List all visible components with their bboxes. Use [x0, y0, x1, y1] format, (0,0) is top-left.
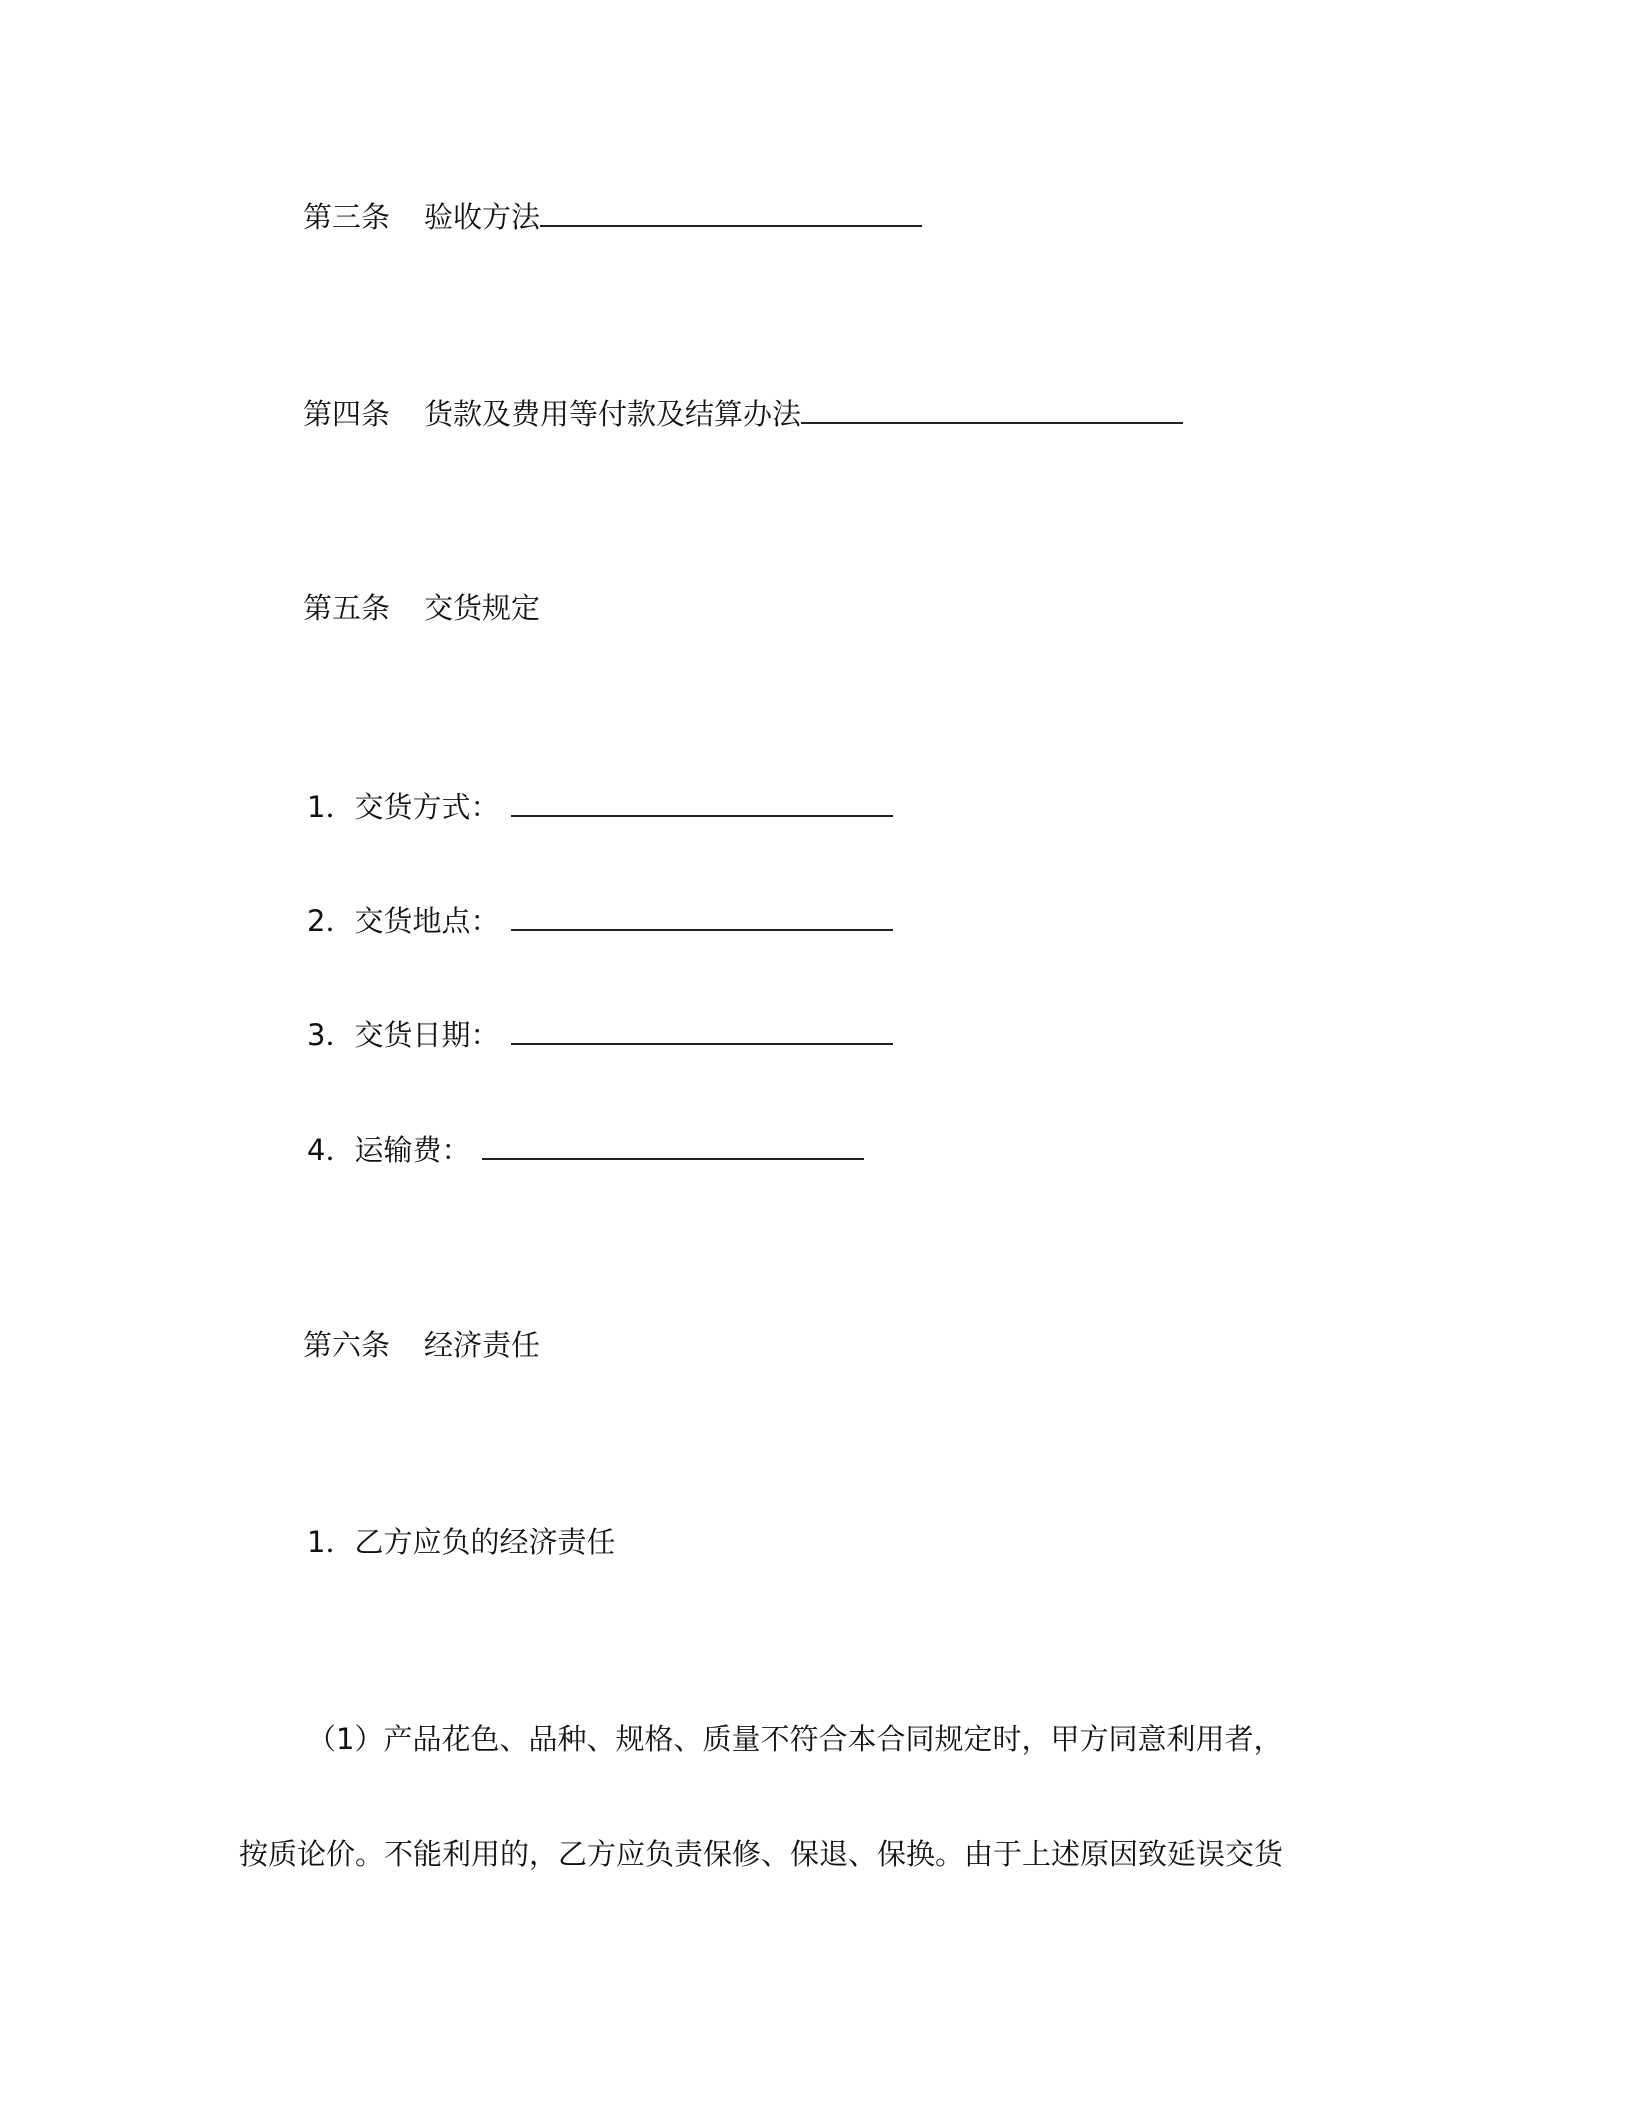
article-3-blank[interactable] — [540, 195, 922, 227]
article-3 — [303, 195, 922, 237]
article-5-number: 第五条 — [303, 591, 391, 625]
liability-paragraph-line-1: （1）产品花色、品种、规格、质量不符合本合同规定时，甲方同意利用者， — [307, 1722, 1283, 1756]
article-6-title: 经济责任 — [424, 1328, 541, 1362]
delivery-item-label: 3．交货日期： — [307, 1018, 500, 1052]
liability-paragraph-line-2: 按质论价。不能利用的，乙方应负责保修、保退、保换。由于上述原因致延误交货 — [239, 1837, 1284, 1871]
delivery-item-label: 2．交货地点： — [307, 904, 500, 938]
delivery-place-blank[interactable] — [511, 899, 893, 931]
article-4 — [303, 392, 1183, 434]
delivery-item-label: 4．运输费： — [307, 1133, 471, 1167]
article-3-number: 第三条 — [303, 200, 391, 234]
article-6-number: 第六条 — [303, 1328, 391, 1362]
liability-heading: 1．乙方应负的经济责任 — [307, 1525, 616, 1559]
delivery-item-label: 1．交货方式： — [307, 790, 500, 824]
delivery-item-date — [307, 1013, 893, 1055]
article-6 — [303, 1325, 540, 1365]
delivery-item-method — [307, 785, 893, 827]
article-3-title: 验收方法 — [424, 200, 541, 234]
delivery-item-place — [307, 899, 893, 941]
article-4-title: 货款及费用等付款及结算办法 — [424, 397, 802, 431]
article-4-number: 第四条 — [303, 397, 391, 431]
delivery-method-blank[interactable] — [511, 785, 893, 817]
delivery-date-blank[interactable] — [511, 1013, 893, 1045]
delivery-item-freight — [307, 1128, 864, 1170]
article-5 — [303, 588, 540, 628]
article-4-blank[interactable] — [801, 392, 1183, 424]
article-5-title: 交货规定 — [424, 591, 541, 625]
freight-blank[interactable] — [482, 1128, 864, 1160]
